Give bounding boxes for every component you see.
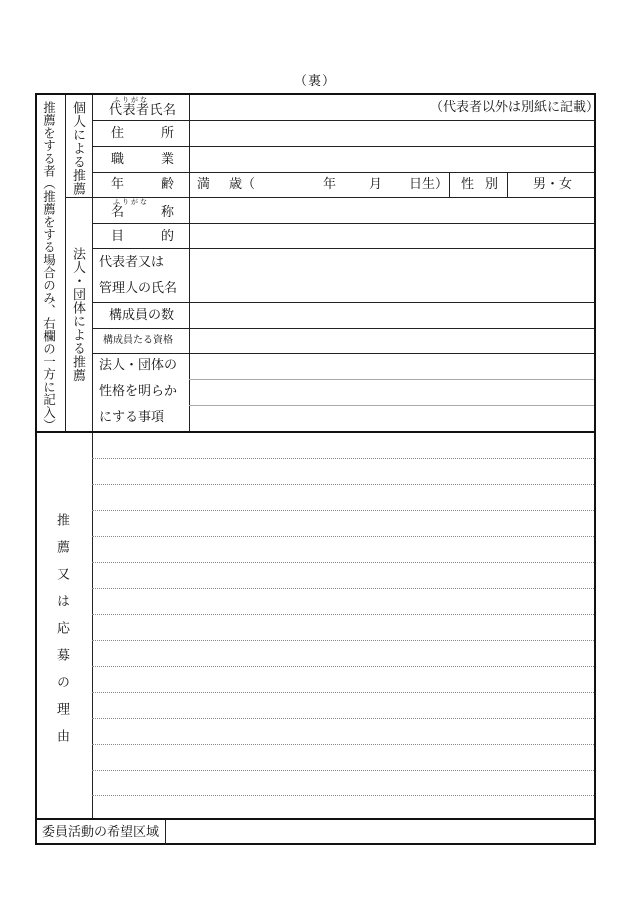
purpose-label-1: 目: [111, 229, 125, 244]
divider: [92, 172, 594, 173]
divider: [65, 95, 66, 432]
members-qualification-label: 構成員たる資格: [103, 335, 173, 346]
age-birth: 日生）: [409, 177, 449, 192]
occupation-label-2: 業: [161, 152, 175, 167]
desired-area-label: 委員活動の希望区域: [42, 825, 160, 840]
divider: [92, 223, 594, 224]
age-label-2: 齢: [161, 177, 175, 192]
reason-label: 推薦又は応募の理由: [54, 513, 69, 756]
individual-label: 個人による推薦: [70, 101, 85, 196]
corp-rep-line2: 管理人の氏名: [99, 281, 178, 296]
rep-name-note: （代表者以外は別紙に記載）: [430, 100, 600, 115]
members-count-label: 構成員の数: [109, 308, 175, 323]
writing-line: [92, 458, 594, 459]
writing-line: [92, 744, 594, 745]
nature-line2: 性格を明らか: [99, 384, 178, 399]
age-month: 月: [369, 177, 383, 192]
rep-name-label: 代表者氏名: [109, 103, 177, 118]
rep-name-ruby: ふりがな: [113, 96, 149, 104]
divider: [449, 172, 450, 197]
writing-line: [92, 795, 594, 796]
divider: [37, 818, 594, 820]
writing-line: [92, 770, 594, 771]
divider: [507, 172, 508, 197]
writing-line: [92, 692, 594, 693]
nature-line3: にする事項: [99, 410, 165, 425]
occupation-label-1: 職: [111, 152, 125, 167]
address-label-1: 住: [111, 126, 125, 141]
sex-label-1: 性: [461, 177, 475, 192]
divider: [189, 405, 594, 406]
writing-line: [92, 484, 594, 485]
divider: [92, 248, 594, 249]
age-sai: 歳（: [229, 177, 256, 192]
age-full: 満: [197, 177, 211, 192]
nature-line1: 法人・団体の: [99, 358, 178, 373]
divider: [189, 379, 594, 380]
divider: [92, 328, 594, 329]
corp-name-label-2: 称: [161, 205, 175, 220]
corp-name-label-1: 名: [111, 205, 125, 220]
recommender-label: 推薦をする者（推薦をする場合のみ、右欄の一方に記入）: [41, 101, 57, 432]
writing-line: [92, 614, 594, 615]
divider: [92, 432, 93, 819]
divider: [92, 302, 594, 303]
writing-line: [92, 588, 594, 589]
writing-line: [92, 562, 594, 563]
corp-name-ruby: ふりがな: [113, 198, 149, 206]
address-label-2: 所: [161, 126, 175, 141]
age-label-1: 年: [111, 177, 125, 192]
writing-line: [92, 510, 594, 511]
divider: [165, 819, 166, 845]
writing-line: [92, 666, 594, 667]
age-year: 年: [323, 177, 337, 192]
page-title: （裏）: [293, 74, 336, 89]
writing-line: [92, 718, 594, 719]
writing-line: [92, 640, 594, 641]
corp-rep-line1: 代表者又は: [99, 255, 165, 270]
sex-label-2: 別: [485, 177, 499, 192]
divider: [92, 120, 594, 121]
divider: [37, 431, 594, 433]
corporate-label: 法人・団体による推薦: [70, 247, 85, 382]
writing-line: [92, 536, 594, 537]
divider: [92, 146, 594, 147]
form-frame: [35, 93, 600, 845]
purpose-label-2: 的: [161, 229, 175, 244]
divider: [92, 353, 594, 354]
sex-options: 男・女: [533, 177, 573, 192]
